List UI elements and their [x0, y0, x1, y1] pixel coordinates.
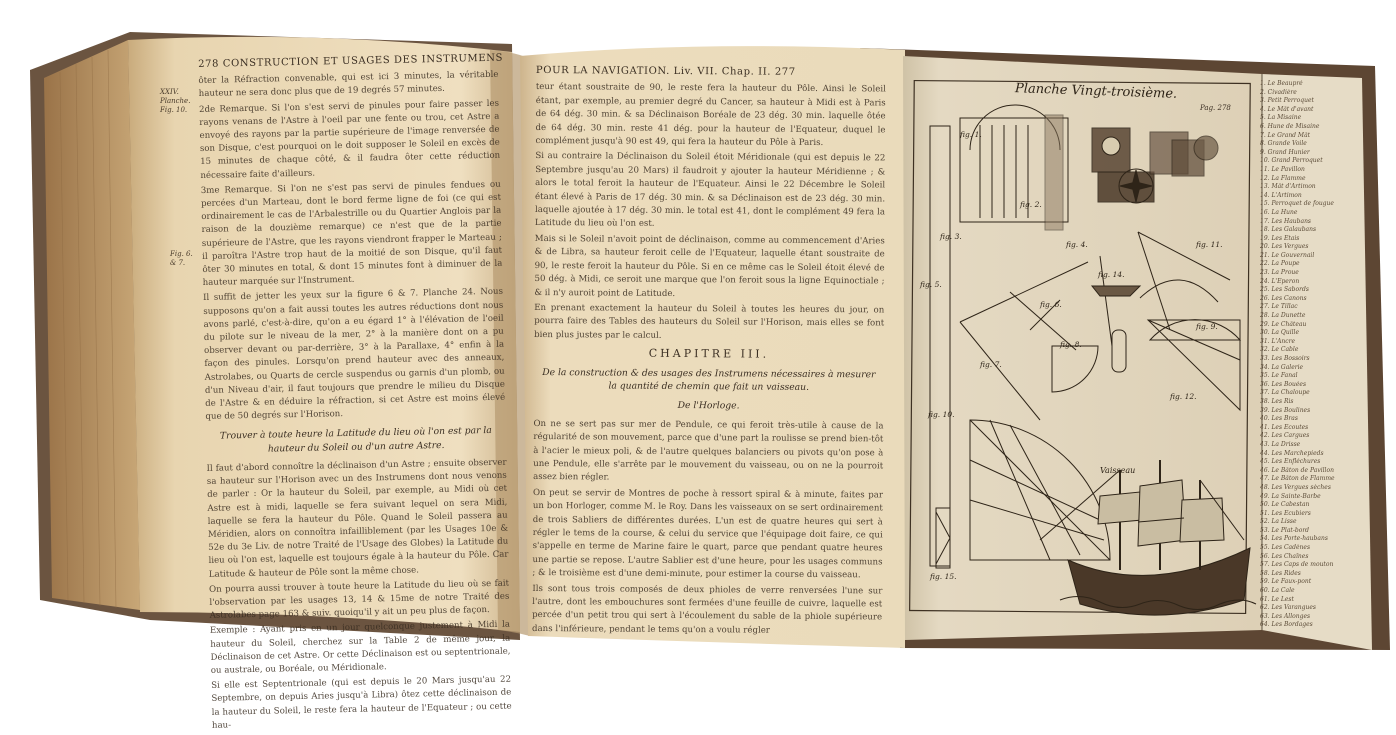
legend-entry: 26. Les Canons: [1260, 294, 1307, 302]
legend-entry: 45. Les Enfléchures: [1260, 458, 1321, 466]
right-paragraph: On peut se servir de Montres de poche à ressort spiral & à minute, faites par un bon Horloger, comme M. le Roy. Dans les vaisseaux on se sert ordinairement de trois Sabliers de différentes durées. L'un est de quatre heures qui sert à régler le tems de la course, & celui du service que l'équipage doit faire, ce qui s'appelle en terme de Marine faire le quart, parce que pendant quatre heures une partie se repose. L'autre Sablier est d'une heure, pour les usages communs ; & le troisième est d'une demi-minute, pour estimer la course du vaisseau.: [532, 487, 884, 581]
right-paragraph: Mais si le Soleil n'avoit point de déclinaison, comme au commencement d'Aries & de Libra, sa hauteur feroit celle de l'Equateur, laquelle étant soustraite de 90, le reste feroit la hauteur du Pôle. Si en ce même cas le Soleil étoit élevé de 50 dég. à Midi, ce seroit une marque que l'on feroit sous la ligne Equinoctiale ; & il n'y auroit point de Latitude.: [534, 233, 885, 299]
figure-label: fig. 6.: [1040, 300, 1062, 309]
legend-entry: 22. La Poupe: [1260, 260, 1300, 268]
figure-label: fig. 4.: [1066, 240, 1088, 249]
legend-entry: 44. Les Marchepieds: [1260, 449, 1324, 457]
legend-entry: 21. Le Gouvernail: [1260, 251, 1315, 259]
legend-entry: 43. La Drisse: [1260, 440, 1301, 448]
figure-label: fig. 3.: [940, 232, 962, 241]
legend-entry: 4. Le Mât d'avant: [1260, 105, 1314, 113]
legend-entry: 3. Petit Perroquet: [1260, 97, 1314, 105]
legend-entry: 57. Les Caps de mouton: [1260, 561, 1334, 569]
legend-entry: 15. Perroquet de fougue: [1260, 200, 1334, 208]
legend-entry: 42. Les Cargues: [1260, 432, 1310, 440]
legend-entry: 62. Les Varangues: [1260, 604, 1316, 612]
legend-entry: 19. Les Etais: [1260, 234, 1300, 242]
legend-entry: 36. Les Bouées: [1260, 380, 1307, 388]
right-page-header: POUR LA NAVIGATION. Liv. VII. Chap. II. 277: [535, 64, 796, 78]
figure-label: fig. 2.: [1020, 200, 1042, 209]
plate-legend-list: [1260, 80, 1346, 630]
legend-entry: 13. Mât d'Artimon: [1260, 183, 1316, 191]
legend-entry: 24. L'Eperon: [1260, 277, 1300, 285]
legend-entry: 54. Les Porte-haubans: [1260, 535, 1328, 543]
legend-entry: 41. Les Écoutes: [1260, 423, 1309, 431]
left-section-title: Trouver à toute heure la Latitude du lieu où l'on est par la hauteur du Soleil ou d'un autre Astre.: [219, 425, 492, 455]
legend-entry: 35. Le Fanal: [1260, 372, 1298, 380]
left-paragraph: On pourra aussi trouver à toute heure la Latitude du lieu où se fait l'observation par les usages 13, 14 & 15me de notre Traité des Astrolabes page 163 & suiv. quoiqu'il y ait un peu plus de façon.: [209, 578, 510, 622]
legend-entry: 6. Hune de Misaine: [1260, 122, 1320, 130]
legend-entry: 10. Grand Perroquet: [1260, 157, 1323, 165]
figure-label: fig. 1.: [960, 130, 982, 139]
sub-title: De l'Horloge.: [677, 400, 740, 412]
legend-entry: 47. Le Bâton de Flamme: [1260, 475, 1335, 483]
legend-entry: 33. Les Bossoirs: [1260, 355, 1310, 362]
legend-entry: 31. L'Ancre: [1260, 337, 1296, 345]
right-paragraph: En prenant exactement la hauteur du Soleil à toutes les heures du jour, on pourra faire des Tables des hauteurs du Soleil sur l'Horison, mais elles se font bien plus justes par le calcul.: [534, 302, 885, 341]
left-paragraph: Il suffit de jetter les yeux sur la figure 6 & 7. Planche 24. Nous supposons qu'on a fait aussi toutes les autres réductions dont nous avons parlé, c'est-à-dire, qu'on a eu égard 1° à l'élévation de l'oeil du pilote sur le niveau de la mer, 2° à la manière dont on a pu observer devant ou par-derrière, 3° à la Parallaxe, 4° enfin à la façon des pinules. Lorsqu'on prend hauteur avec des anneaux, Astrolabes, ou Quarts de cercle suspendus ou garnis d'un plomb, ou d'un Niveau d'air, il faut toujours que prendre le milieu du Disque de l'Astre & en déduire la réfraction, si cet Astre est moins élevé que de 50 degrés sur l'Horison.: [202, 287, 506, 423]
chapter-title: De la construction & des usages des Instrumens nécessaires à mesurer la quantité de chemin que fait un vaisseau.: [542, 366, 876, 393]
margin-note: XXIV. Planche. Fig. 10.: [160, 88, 191, 114]
legend-entry: 28. La Dunette: [1260, 312, 1306, 320]
legend-entry: 23. La Proue: [1260, 269, 1299, 277]
left-paragraph: Si elle est Septentrionale (qui est depuis le 20 Mars jusqu'au 22 Septembre, on depuis Aries jusqu'à Libra) ôtez cette déclinaison de la hauteur du Soleil, le reste fera la hauteur de l'Equateur ; ou cette hau-: [211, 674, 512, 731]
legend-entry: 25. Les Sabords: [1260, 286, 1309, 294]
right-paragraph: On ne se sert pas sur mer de Pendule, ce qui feroit très-utile à cause de la régularité de son mouvement, parce que d'une part la roulisse se prend bien-tôt à l'acier le mieux poli, & de l'autre quelques balanciers ou pivots qu'on pose à une Pendule, elle s'arrête par le mouvement du vaisseau, ou on ne la pourroit assez bien régler.: [533, 418, 884, 483]
legend-entry: 59. Le Faux-pont: [1260, 578, 1312, 586]
legend-entry: 53. Le Plat-bord: [1260, 526, 1310, 534]
legend-entry: 14. L'Artimon: [1260, 191, 1302, 199]
legend-entry: 17. Les Haubans: [1260, 217, 1312, 225]
legend-entry: 34. La Galerie: [1260, 363, 1304, 371]
legend-entry: 58. Les Rides: [1260, 569, 1301, 577]
left-paragraph: Exemple : Ayant pris en un jour quelconque justement à Midi la hauteur du Soleil, cherchez sur la Table 2 de même jour, la Déclinaison de cet Astre. Or cette Déclinaison est ou septentrionale, ou australe, ou Boréale, ou Méridionale.: [209, 619, 511, 676]
left-paragraph: 3me Remarque. Si l'on ne s'est pas servi de pinules fendues ou percées d'un Marteau, dont le bord ferme ligne de foi (ce qui est ordinairement le cas de l'Arbalestrille ou du Quartier Anglois par la raison de la douzième remarque) ce n'est que de la partie supérieure de l'Astre, que les rayons viendront frapper le Marteau ; il paroîtra l'Astre trop haut de la moitié de son Disque, qu'il faut ôter 30 minutes en total, & dont 15 minutes font à diminuer de la hauteur marquée sur l'Instrument.: [200, 179, 503, 289]
plate-title: Planche Vingt-troisième.: [1014, 81, 1178, 102]
legend-entry: 49. La Sainte-Barbe: [1260, 492, 1321, 500]
left-paragraph: ôter la Réfraction convenable, qui est ici 3 minutes, la véritable hauteur ne sera donc plus que de 19 degrés 57 minutes.: [198, 69, 499, 100]
legend-entry: 46. Le Bâton de Pavillon: [1260, 466, 1334, 474]
legend-entry: 61. Le Lest: [1260, 595, 1294, 603]
legend-entry: 48. Les Vergues sèches: [1260, 483, 1331, 491]
left-page-edges: [44, 40, 140, 610]
left-page-text: [198, 52, 512, 735]
legend-entry: 30. La Quille: [1260, 329, 1300, 337]
left-page-header: 278 CONSTRUCTION ET USAGES DES INSTRUMENS: [198, 52, 504, 70]
legend-entry: 27. Le Tillac: [1260, 303, 1298, 311]
legend-entry: 9. Grand Hunier: [1260, 148, 1310, 156]
legend-entry: 39. Les Boulines: [1260, 406, 1311, 414]
legend-entry: 32. Le Cable: [1260, 346, 1299, 354]
legend-entry: 20. Les Vergues: [1260, 243, 1309, 251]
figure-label: fig. 12.: [1170, 392, 1197, 401]
figure-label: fig. 10.: [928, 410, 955, 419]
figure-label: fig. 14.: [1098, 270, 1125, 279]
legend-entry: 37. La Chaloupe: [1260, 389, 1310, 397]
left-paragraph: Il faut d'abord connoître la déclinaison d'un Astre ; ensuite observer sa hauteur sur l'Horison avec un des Instrumens dont nous venons de parler : Or la hauteur du Soleil, par exemple, au Midi où cet Astre est à midi, laquelle se fera suivant lequel on sera Midi, laquelle se fera la hauteur du Pôle. Quand le Soleil passera au Méridien, alors on connoîtra infailliblement (par les Usages 10e & 52e du 3e Liv. de notre Traité de l'Usage des Globes) la Latitude du lieu où l'on est, laquelle est toujours égale à la hauteur du Pôle. Car Latitude & hauteur de Pôle sont la même chose.: [206, 457, 509, 580]
legend-entry: 11. Le Pavillon: [1260, 165, 1305, 173]
margin-note: Fig. 6. & 7.: [170, 250, 193, 267]
chapter-heading: CHAPITRE III.: [648, 346, 770, 361]
legend-entry: 12. La Flamme: [1260, 174, 1306, 182]
legend-entry: 38. Les Ris: [1260, 397, 1294, 405]
legend-entry: 2. Civadière: [1260, 88, 1297, 96]
legend-entry: 64. Les Bordages: [1260, 621, 1313, 629]
legend-entry: 18. Les Galaubans: [1260, 226, 1317, 234]
legend-entry: 50. Le Cabestan: [1260, 501, 1310, 509]
figure-label: fig. 11.: [1196, 240, 1223, 249]
right-paragraph: teur étant soustraite de 90, le reste fera la hauteur du Pôle. Ainsi le Soleil étant, par exemple, au premier degré du Cancer, sa hauteur à Midi est à Paris de 64 dég. 30 min. & sa Déclinaison Boréale de 23 dég. 30 min. laquelle ôtée de 64 dég. 30 min. reste 41 dég. pour la hauteur de l'Equateur, duquel le complément jusqu'à 90 est 49, qui fera la hauteur du Pôle à Paris.: [535, 82, 886, 149]
figure-label: fig. 9.: [1196, 322, 1218, 331]
legend-entry: 7. Le Grand Mât: [1260, 131, 1311, 139]
legend-entry: 16. La Hune: [1260, 208, 1298, 216]
legend-entry: 1. Le Beaupré: [1260, 80, 1303, 87]
legend-entry: 52. La Lisse: [1260, 518, 1297, 526]
right-paragraph: Si au contraire la Déclinaison du Soleil étoit Méridionale (qui est depuis le 22 Septembre jusqu'au 20 Mars) il faudroit y ajouter la hauteur Méridienne ; & alors le total feroit la hauteur de l'Equateur. Ainsi le 22 Décembre le Soleil étant élevé à Paris de 17 dég. 30 min. & sa Déclinaison est de 23 dég. 30 min. laquelle ajoutée à 17 dég. 30 min. le total est 41, dont le complément 49 fera la Latitude du lieu où l'on est.: [534, 151, 886, 230]
figure-label: fig. 5.: [920, 280, 942, 289]
right-paragraph: Ils sont tous trois composés de deux phioles de verre renversées l'une sur l'autre, dont les embouchures sont fermées d'une feuille de cuivre, laquelle est percée d'un petit trou qui sert à l'écoulement du sable de la phiole supérieure dans l'inférieure, pendant le tems qu'on a voulu régler: [532, 583, 883, 636]
plate-page-ref: Pag. 278: [1200, 104, 1231, 112]
legend-entry: 56. Les Chaînes: [1260, 552, 1309, 560]
figure-label: fig. 15.: [930, 572, 957, 581]
legend-entry: 55. Les Cadènes: [1260, 544, 1311, 552]
legend-entry: 51. Les Ecubiers: [1260, 509, 1311, 517]
legend-entry: 29. Le Château: [1260, 320, 1307, 328]
legend-entry: 40. Les Bras: [1260, 415, 1298, 423]
right-page-text: [532, 64, 886, 641]
legend-entry: 5. La Misaine: [1260, 114, 1302, 122]
ship-label: Vaisseau: [1100, 466, 1136, 475]
left-paragraph: 2de Remarque. Si l'on s'est servi de pinules pour faire passer les rayons venans de l'Astre à l'oeil par une fente ou trou, cet Astre a envoyé des rayons par la partie supérieure de l'image renversée de son Disque, c'est pourquoi on le doit supposer le Soleil en excès de 15 minutes de chaque côté, & il faudra ôter cette réduction nécessaire faite d'ailleurs.: [198, 98, 501, 181]
figure-label: fig. 8.: [1060, 340, 1082, 349]
legend-entry: 60. La Cale: [1260, 587, 1295, 595]
legend-entry: 63. Les Allonges: [1260, 612, 1311, 620]
legend-entry: 8. Grande Voile: [1260, 140, 1307, 148]
figure-label: fig. 7.: [980, 360, 1002, 369]
